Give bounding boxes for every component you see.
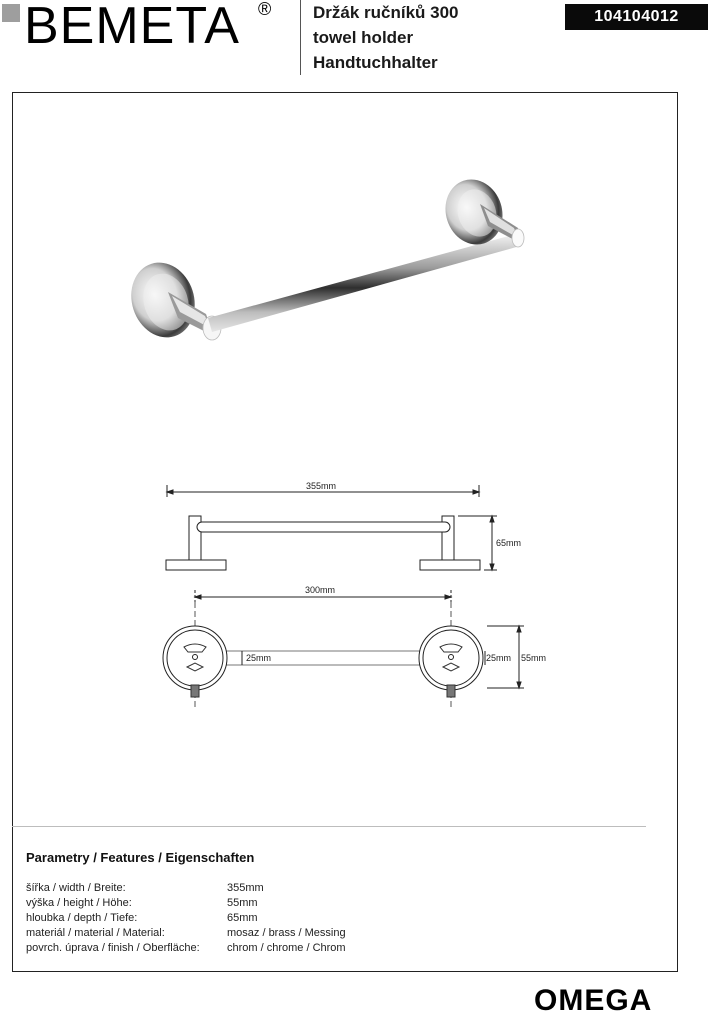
param-label: hloubka / depth / Tiefe: [26,912,138,924]
dim-total-width: 355mm [306,481,337,491]
dim-bar-left: 25mm [246,653,272,663]
side-view-drawing [166,485,497,570]
product-code: 104104012 [565,4,708,30]
param-value: 65mm [227,912,258,924]
dim-bar-right: 25mm [486,653,512,663]
dim-mount-spacing: 300mm [305,585,336,595]
param-value: 55mm [227,897,258,909]
param-label: šířka / width / Breite: [26,882,126,894]
param-label: výška / height / Höhe: [26,897,132,909]
param-value: chrom / chrome / Chrom [227,942,346,954]
param-value: 355mm [227,882,264,894]
brand-logo: BEMETA [24,0,240,55]
title-czech: Držák ručníků 300 [313,3,459,22]
product-illustration [122,172,524,346]
param-label: materiál / material / Material: [26,927,165,939]
param-label: povrch. úprava / finish / Oberfläche: [26,942,200,954]
series-name: OMEGA [534,984,653,1017]
title-german: Handtuchhalter [313,53,438,72]
title-english: towel holder [313,28,414,47]
section-divider [12,826,646,827]
dim-rosette: 55mm [521,653,547,663]
top-view-drawing [163,590,524,710]
dim-height: 65mm [496,538,522,548]
param-value: mosaz / brass / Messing [227,927,346,939]
registered-mark: ® [258,0,272,19]
parameters-heading: Parametry / Features / Eigenschaften [26,850,255,865]
